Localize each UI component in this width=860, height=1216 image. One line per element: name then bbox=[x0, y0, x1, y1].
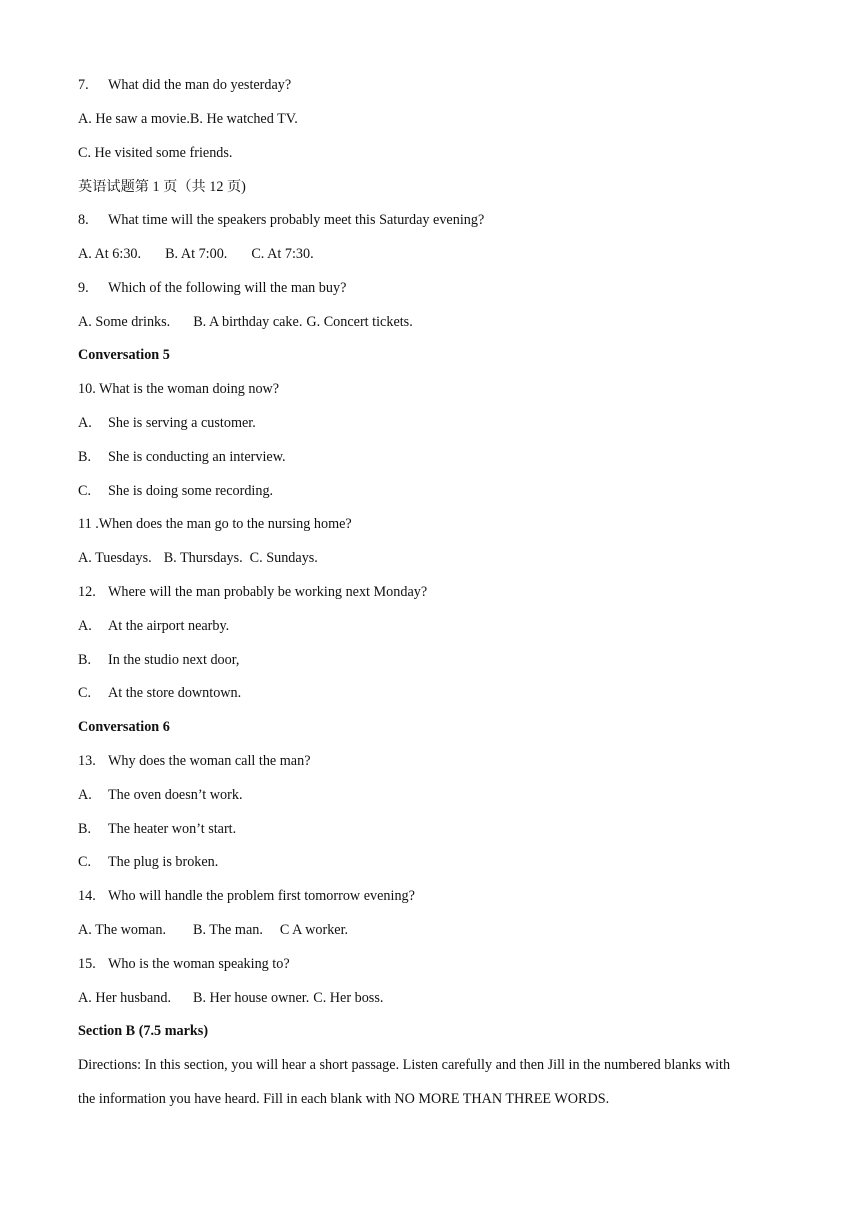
question-12-option-a bbox=[78, 617, 229, 635]
page-footer-text: 英语试题第 1 页（共 12 页) bbox=[78, 179, 246, 195]
option-text: She is doing some recording. bbox=[108, 483, 274, 499]
section-b-directions-line-1: Directions: In this section, you will hear a short passage. Listen carefully and then Jill in the numbered blanks with bbox=[78, 1057, 731, 1073]
option-c: C A worker. bbox=[279, 922, 349, 938]
option-a: A. Her husband. bbox=[78, 990, 171, 1006]
option-b: B. At 7:00. bbox=[165, 246, 228, 262]
option-letter: B. bbox=[78, 821, 92, 837]
option-a: A. He saw a movie. bbox=[78, 111, 190, 127]
section-b-heading: Section B (7.5 marks) bbox=[78, 1023, 209, 1039]
question-9-options bbox=[78, 313, 413, 331]
question-9 bbox=[78, 279, 346, 297]
question-11: 11 .When does the man go to the nursing home? bbox=[78, 516, 352, 532]
option-text: At the store downtown. bbox=[108, 685, 242, 701]
question-text: What time will the speakers probably meet this Saturday evening? bbox=[108, 212, 485, 228]
option-c: C. Her boss. bbox=[313, 990, 384, 1006]
option-text: The plug is broken. bbox=[108, 854, 219, 870]
question-15-options bbox=[78, 989, 383, 1007]
question-10-option-c bbox=[78, 482, 273, 500]
question-14 bbox=[78, 887, 415, 905]
question-text: Who will handle the problem first tomorrow evening? bbox=[108, 888, 415, 904]
option-letter: A. bbox=[78, 415, 92, 431]
question-8-options bbox=[78, 245, 314, 263]
question-13-option-c bbox=[78, 853, 218, 871]
option-c: C. At 7:30. bbox=[251, 246, 314, 262]
question-text: Who is the woman speaking to? bbox=[108, 956, 290, 972]
question-text: Why does the woman call the man? bbox=[108, 753, 311, 769]
option-letter: A. bbox=[78, 787, 92, 803]
option-c: G. Concert tickets. bbox=[306, 314, 413, 330]
option-text: The heater won’t start. bbox=[108, 821, 237, 837]
section-b-directions-line-2: the information you have heard. Fill in each blank with NO MORE THAN THREE WORDS. bbox=[78, 1091, 610, 1107]
option-text: She is serving a customer. bbox=[108, 415, 256, 431]
question-13 bbox=[78, 752, 311, 770]
option-letter: C. bbox=[78, 685, 92, 701]
question-text: Which of the following will the man buy? bbox=[108, 280, 347, 296]
option-b: B. He watched TV. bbox=[189, 111, 298, 127]
option-letter: C. bbox=[78, 483, 92, 499]
question-7 bbox=[78, 76, 291, 94]
option-letter: C. bbox=[78, 854, 92, 870]
question-text: Where will the man probably be working next Monday? bbox=[108, 584, 428, 600]
option-a: A. Tuesdays. bbox=[78, 550, 152, 566]
option-letter: B. bbox=[78, 449, 92, 465]
option-a: A. At 6:30. bbox=[78, 246, 142, 262]
option-text: She is conducting an interview. bbox=[108, 449, 286, 465]
question-number: 13. bbox=[78, 753, 96, 769]
question-number: 15. bbox=[78, 956, 96, 972]
option-text: At the airport nearby. bbox=[108, 618, 230, 634]
question-10-option-a bbox=[78, 414, 256, 432]
question-15 bbox=[78, 955, 290, 973]
question-7-option-c bbox=[78, 144, 232, 162]
question-14-options bbox=[78, 921, 348, 939]
question-number: 14. bbox=[78, 888, 96, 904]
question-11-options bbox=[78, 549, 318, 567]
question-10: 10. What is the woman doing now? bbox=[78, 381, 280, 397]
question-13-option-b bbox=[78, 820, 236, 838]
question-13-option-a bbox=[78, 786, 243, 804]
option-letter: A. bbox=[78, 618, 92, 634]
question-7-options-ab bbox=[78, 110, 298, 128]
question-12 bbox=[78, 583, 427, 601]
option-text: The oven doesn’t work. bbox=[108, 787, 243, 803]
option-c: C. Sundays. bbox=[249, 550, 318, 566]
question-10-option-b bbox=[78, 448, 286, 466]
option-b: B. Her house owner. bbox=[193, 990, 310, 1006]
option-a: A. The woman. bbox=[78, 922, 166, 938]
question-text: What did the man do yesterday? bbox=[108, 77, 292, 93]
conversation-5-heading: Conversation 5 bbox=[78, 347, 170, 363]
option-c: C. He visited some friends. bbox=[78, 145, 233, 161]
question-12-option-c bbox=[78, 684, 241, 702]
option-b: B. Thursdays. bbox=[163, 550, 243, 566]
option-letter: B. bbox=[78, 652, 92, 668]
question-12-option-b bbox=[78, 651, 239, 669]
question-number: 7. bbox=[78, 77, 89, 93]
option-a: A. Some drinks. bbox=[78, 314, 171, 330]
option-b: B. The man. bbox=[193, 922, 263, 938]
option-text: In the studio next door, bbox=[108, 652, 240, 668]
question-number: 12. bbox=[78, 584, 96, 600]
question-8 bbox=[78, 211, 484, 229]
question-number: 9. bbox=[78, 280, 89, 296]
conversation-6-heading: Conversation 6 bbox=[78, 719, 170, 735]
question-number: 8. bbox=[78, 212, 89, 228]
option-b: B. A birthday cake. bbox=[193, 314, 303, 330]
